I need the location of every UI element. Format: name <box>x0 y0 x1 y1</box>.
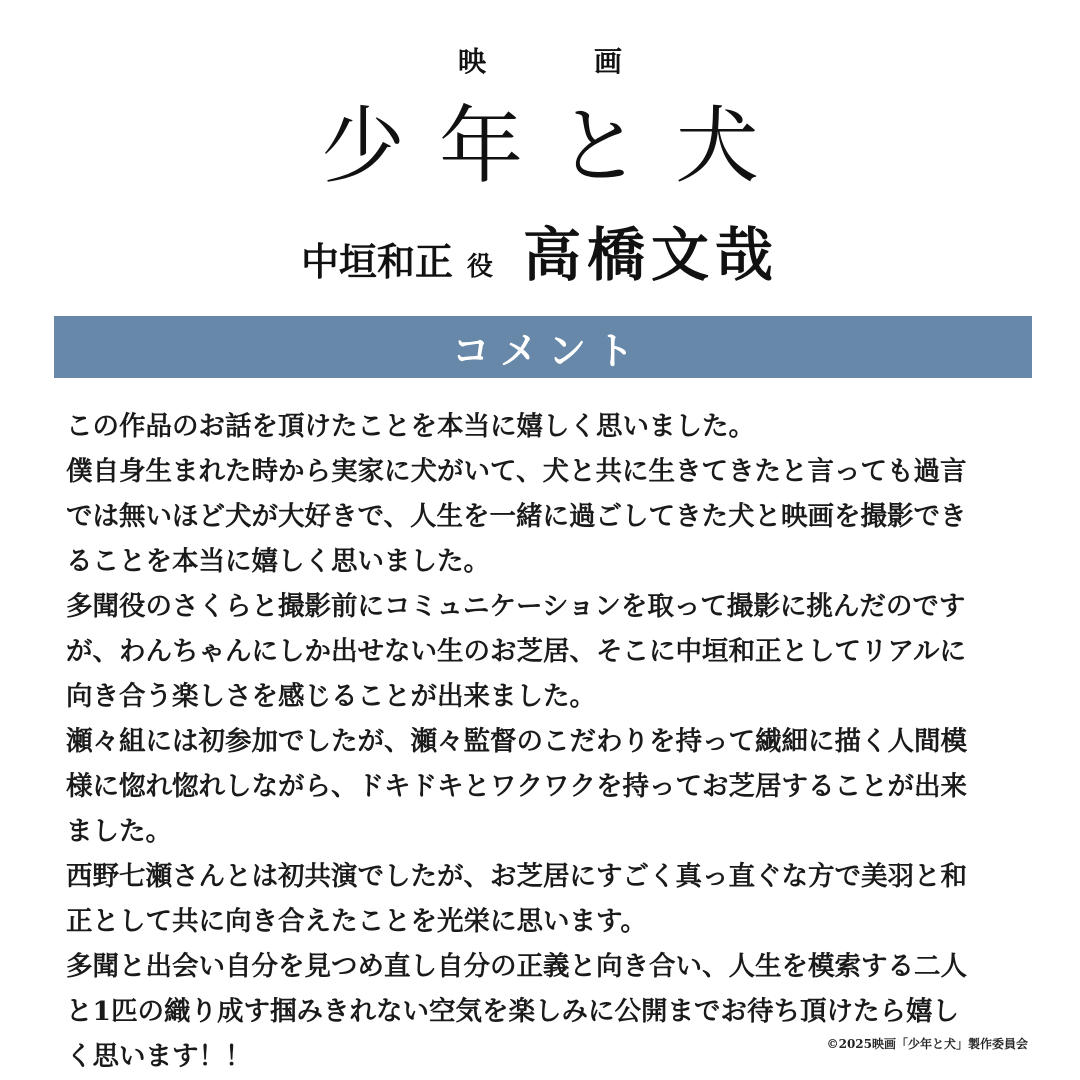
comment-line: 向き合う楽しさを感じることが出来ました。 <box>66 681 596 712</box>
film-title: 少年と犬 <box>320 97 793 195</box>
cast-name: 高橋文哉 <box>523 221 780 289</box>
comment-line: く思います！！ <box>66 1041 252 1072</box>
comment-line: 多聞と出会い自分を見つめ直し自分の正義と向き合い、人生を模索する二人 <box>66 951 967 982</box>
cast-role: 中垣和正 <box>300 239 453 284</box>
comment-line: では無いほど犬が大好きで、人生を一緒に過ごしてきた犬と映画を撮影でき <box>66 501 967 532</box>
comment-line: 正として共に向き合えたことを光栄に思います。 <box>66 906 647 937</box>
comment-banner <box>54 316 1032 378</box>
comment-banner-label: コメント <box>451 327 644 373</box>
comment-line: 様に惚れ惚れしながら、ドキドキとワクワクを持ってお芝居することが出来 <box>66 771 967 802</box>
cast-line <box>0 220 1080 305</box>
comment-line: 多聞役のさくらと撮影前にコミュニケーションを取って撮影に挑んだのです <box>66 591 966 622</box>
comment-line: 西野七瀬さんとは初共演でしたが、お芝居にすごく真っ直ぐな方で美羽と和 <box>66 861 967 892</box>
comment-line: と1匹の織り成す掴みきれない空気を楽しみに公開までお待ち頂けたら嬉し <box>66 996 959 1027</box>
comment-line: 瀬々組には初参加でしたが、瀬々監督のこだわりを持って繊細に描く人間模 <box>66 726 967 757</box>
comment-line: この作品のお話を頂けたことを本当に嬉しく思いました。 <box>66 411 755 442</box>
cast-role-suffix: 役 <box>466 252 493 282</box>
comment-line: が、わんちゃんにしか出せない生のお芝居、そこに中垣和正としてリアルに <box>66 636 966 667</box>
comment-line: 僕自身生まれた時から実家に犬がいて、犬と共に生きてきたと言っても過言 <box>66 456 967 487</box>
comment-line: ることを本当に嬉しく思いました。 <box>66 546 490 577</box>
film-label: 映 画 <box>457 45 662 78</box>
copyright-notice: ©2025映画「少年と犬」製作委員会 <box>826 1037 1028 1051</box>
comment-body <box>66 404 1022 1079</box>
comment-line: ました。 <box>66 816 172 847</box>
